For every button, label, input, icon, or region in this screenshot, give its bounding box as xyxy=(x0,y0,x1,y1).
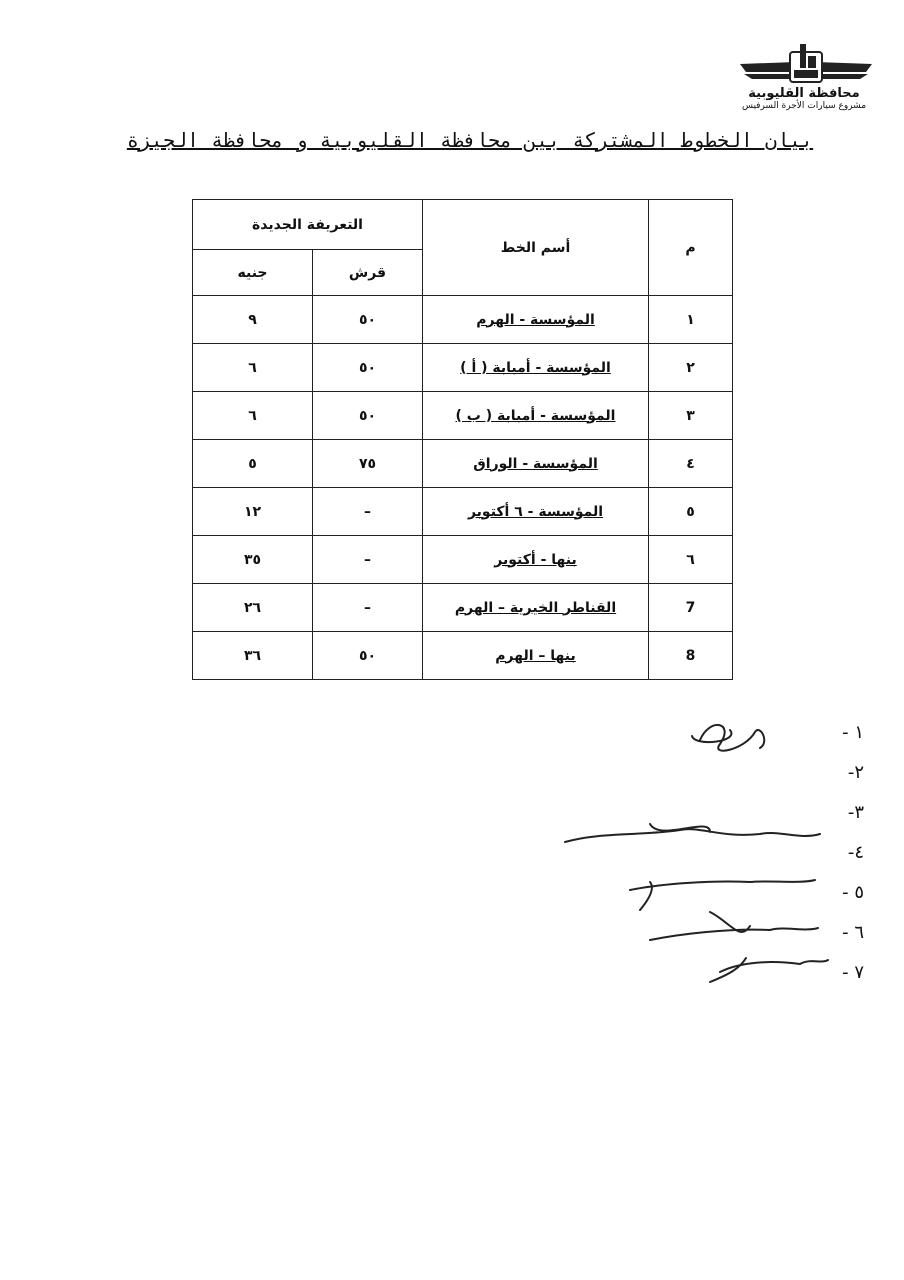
row-qirsh: – xyxy=(313,584,423,632)
header-index: م xyxy=(649,200,733,296)
row-index: 7 xyxy=(649,584,733,632)
project-name: مشروع سيارات الأجرة السرفيس xyxy=(741,101,867,111)
row-qirsh: ٥٠ xyxy=(313,632,423,680)
table-row xyxy=(193,488,733,536)
signature-number: ١ - xyxy=(842,721,864,743)
row-pound: ٣٦ xyxy=(193,632,313,680)
handwritten-signatures xyxy=(560,712,840,1002)
row-qirsh: ٥٠ xyxy=(313,344,423,392)
signature-number: ٣- xyxy=(847,801,864,823)
row-index: ٦ xyxy=(649,536,733,584)
header-qirsh: قرش xyxy=(313,250,423,296)
row-line-name: المؤسسة - الوراق xyxy=(473,455,598,472)
governorate-name: محافظة القليوبية xyxy=(748,86,860,101)
table-row xyxy=(193,584,733,632)
row-pound: ٣٥ xyxy=(193,536,313,584)
table-row xyxy=(193,392,733,440)
table-row xyxy=(193,632,733,680)
signature-number: ٢- xyxy=(847,761,864,783)
row-pound: ٦ xyxy=(193,392,313,440)
row-line-name: المؤسسة - ٦ أكتوبر xyxy=(467,503,604,520)
row-qirsh: ٥٠ xyxy=(313,392,423,440)
row-line-name: المؤسسة - أمبابة ( ب ) xyxy=(455,407,616,424)
row-pound: ٩ xyxy=(193,296,313,344)
page-title: بيان الخطوط المشتركة بين محافظة القليوبية و محافظة الجيزة xyxy=(126,128,814,152)
signature-number: ٥ - xyxy=(842,881,864,903)
row-index: ٥ xyxy=(649,488,733,536)
signature-number: ٧ - xyxy=(842,961,864,983)
row-qirsh: – xyxy=(313,488,423,536)
row-line-name: بنها – الهرم xyxy=(495,647,576,664)
row-pound: ٥ xyxy=(193,440,313,488)
table-row xyxy=(193,440,733,488)
signature-number: ٦ - xyxy=(842,921,864,943)
row-index: ٣ xyxy=(649,392,733,440)
row-pound: ٢٦ xyxy=(193,584,313,632)
row-index: 8 xyxy=(649,632,733,680)
header-line-name: أسم الخط xyxy=(423,200,649,296)
signature-number: ٤- xyxy=(847,841,864,863)
table-row xyxy=(193,296,733,344)
row-line-name: المؤسسة - أمبابة ( أ ) xyxy=(460,359,611,376)
row-index: ١ xyxy=(649,296,733,344)
row-pound: ٦ xyxy=(193,344,313,392)
header-pound: جنيه xyxy=(193,250,313,296)
table-row xyxy=(193,344,733,392)
row-qirsh: ٧٥ xyxy=(313,440,423,488)
row-qirsh: ٥٠ xyxy=(313,296,423,344)
row-line-name: القناطر الخيرية – الهرم xyxy=(454,599,617,616)
table-row xyxy=(193,536,733,584)
row-index: ٢ xyxy=(649,344,733,392)
header-new-fare: التعريفة الجديدة xyxy=(193,200,423,250)
row-line-name: بنها - أكتوبر xyxy=(494,551,577,568)
fares-table xyxy=(192,199,733,680)
row-qirsh: – xyxy=(313,536,423,584)
row-pound: ١٢ xyxy=(193,488,313,536)
row-line-name: المؤسسة - الهرم xyxy=(476,311,595,328)
row-index: ٤ xyxy=(649,440,733,488)
